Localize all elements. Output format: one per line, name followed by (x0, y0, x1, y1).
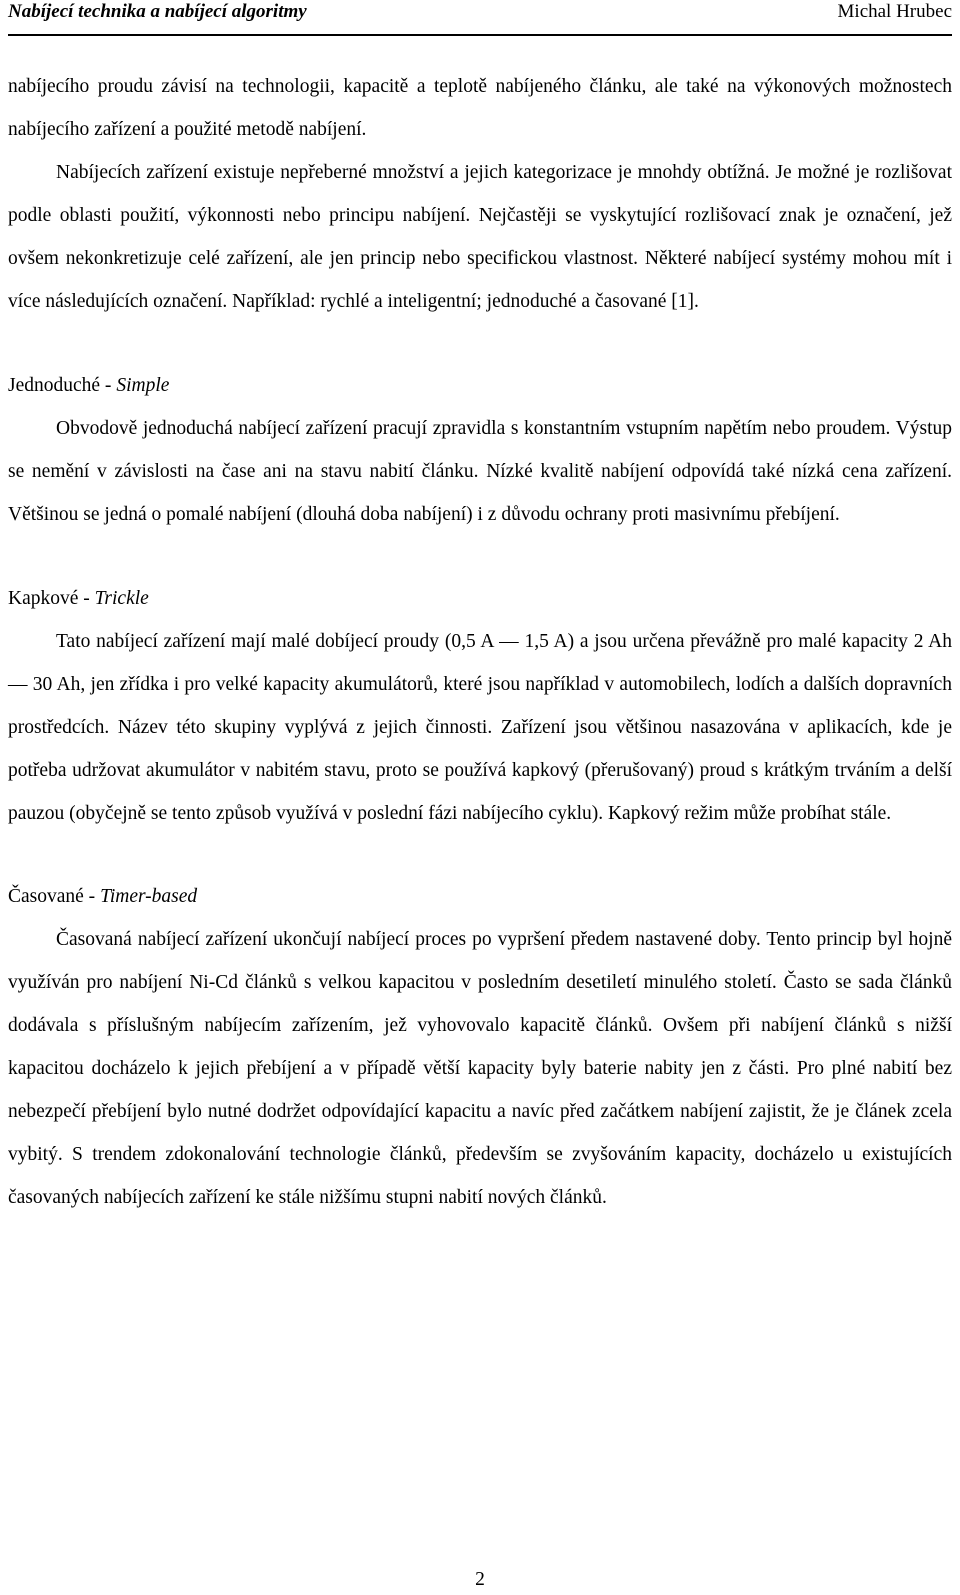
section-body-trickle: Tato nabíjecí zařízení mají malé dobíjecí proudy (0,5 A — 1,5 A) a jsou určena převážně pro malé kapacity 2 Ah — 30 Ah, jen zřídka i pro velké kapacity akumulátorů, které jsou například v automobilech, lodích a dalších dopravních prostředcích. Název této skupiny vyplývá z jejich činnosti. Zařízení jsou většinou nasazována v aplikacích, kde je potřeba udržovat akumulátor v nabitém stavu, proto se používá kapkový (přerušovaný) proud s krátkým trváním a delší pauzou (obyčejně se tento způsob využívá v poslední fázi nabíjecího cyklu). Kapkový režim může probíhat stále. (8, 631, 952, 824)
section-heading-en: Timer-based (100, 886, 198, 907)
intro-paragraph: Nabíjecích zařízení existuje nepřeberné množství a jejich kategorizace je mnohdy obtížná. Je možné je rozlišovat podle oblasti použití, výkonnosti nebo principu nabíjení. Nejčastěji se vyskytující rozlišovací znak je označení, jež ovšem nekonkretizuje celé zařízení, ale jen princip nebo specifickou vlastnost. Některé nabíjecí systémy mohou mít i více následujících označení. Například: rychlé a inteligentní; jednoduché a časované [1]. (8, 162, 952, 312)
section-heading-en: Trickle (94, 588, 149, 609)
section-body-timer: Časovaná nabíjecí zařízení ukončují nabíjecí proces po vypršení předem nastavené doby. Tento princip byl hojně využíván pro nabíjení Ni-Cd článků s velkou kapacitou v posledním desetiletí minulého století. Často se sada článků dodávala s příslušným nabíjecím zařízením, jež vyhovovalo kapacitě článků. Ovšem při nabíjení článků s nižší kapacitou docházelo k jejich přebíjení a v případě větší kapacity byly baterie nabity jen z části. Pro plné nabití bez nebezpečí přebíjení bylo nutné dodržet odpovídající kapacitu a navíc před začátkem nabíjení zajistit, že je článek zcela vybitý. S trendem zdokonalování technologie článků, především se zvyšováním kapacity, docházelo u existujících časovaných nabíjecích zařízení ke stále nižšímu stupni nabití nových článků. (8, 929, 952, 1208)
section-heading-cz: Jednoduché - (8, 375, 117, 396)
section-heading-en: Simple (116, 375, 170, 396)
section-heading-timer (8, 875, 952, 918)
author-name: Michal Hrubec (837, 1, 952, 22)
section-heading-simple (8, 364, 952, 407)
page-body (8, 65, 952, 1219)
document-title: Nabíjecí technika a nabíjecí algoritmy (8, 1, 307, 22)
intro-paragraph-continued: nabíjecího proudu závisí na technologii, kapacitě a teplotě nabíjeného článku, ale také na výkonových možnostech nabíjecího zařízení a použité metodě nabíjení. (8, 76, 952, 140)
page-number: 2 (475, 1569, 485, 1590)
section-heading-trickle (8, 577, 952, 620)
section-heading-cz: Časované - (8, 886, 101, 907)
section-heading-cz: Kapkové - (8, 588, 95, 609)
section-body-simple: Obvodově jednoduchá nabíjecí zařízení pracují zpravidla s konstantním vstupním napětím nebo proudem. Výstup se nemění v závislosti na čase ani na stavu nabití článku. Nízké kvalitě nabíjení odpovídá také nízká cena zařízení. Většinou se jedná o pomalé nabíjení (dlouhá doba nabíjení) i z důvodu ochrany proti masivnímu přebíjení. (8, 418, 952, 525)
page-header (8, 0, 952, 36)
